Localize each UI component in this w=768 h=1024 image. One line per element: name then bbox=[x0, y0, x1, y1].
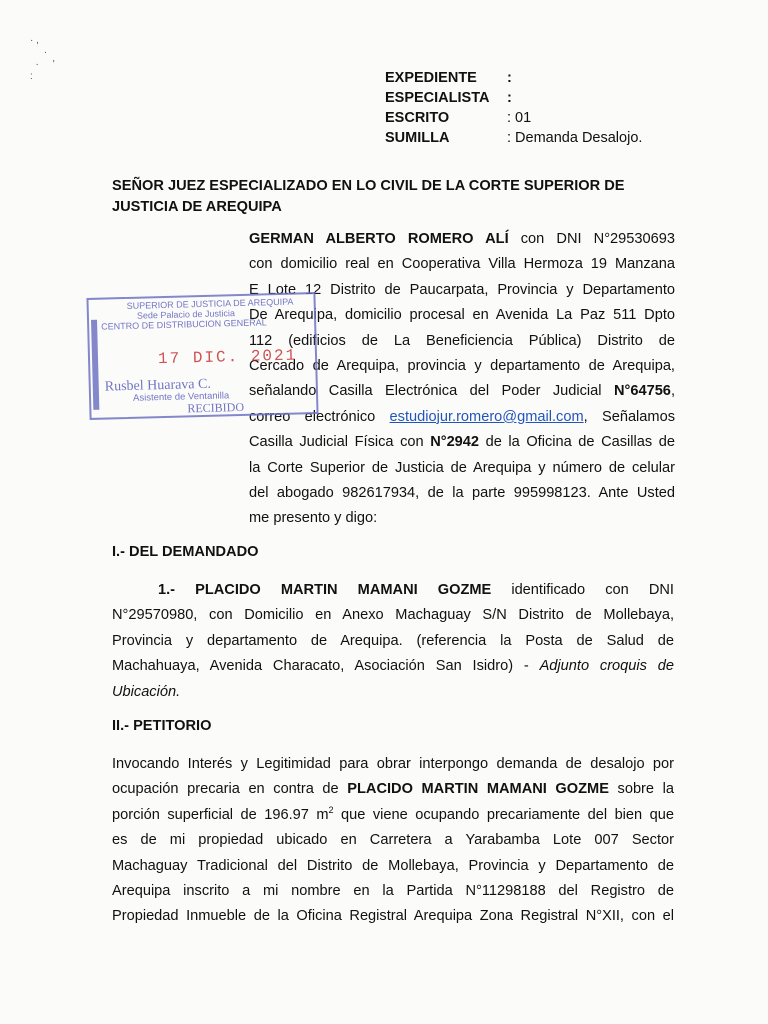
stamp-date: 17 DIC. 2021 bbox=[157, 346, 298, 369]
intro-paragraph: GERMAN ALBERTO ROMERO ALÍ con DNI N°29530693 con domicilio real en Cooperativa Villa Hermoza 19 Manzana E Lote 12 Distrito de Paucarpata, Provincia y Departamento De Arequipa, domicilio procesal en Avenida La Paz 511 Dpto 112 (edificios de La Beneficiencia Pública) Distrito de Cercado de Arequipa, provincia y departamento de Arequipa, señalando Casilla Electrónica del Poder Judicial N°64756, correo electrónico estudiojur.romero@gmail.com, Señalamos Casilla Judicial Física con N°2942 de la Oficina de Casillas de la Corte Superior de Justicia de Arequipa y número de celular del abogado 982617934, de la parte 995998123. Ante Usted me presento y digo: bbox=[249, 231, 675, 527]
header-row-expediente: EXPEDIENTE : bbox=[385, 70, 512, 86]
scan-specks: · , · · ' : bbox=[30, 35, 55, 82]
section-title-petitorio: II.- PETITORIO bbox=[112, 718, 212, 734]
header-row-escrito: ESCRITO : 01 bbox=[385, 110, 532, 126]
email-link[interactable]: estudiojur.romero@gmail.com bbox=[389, 408, 584, 425]
petitorio-paragraph: Invocando Interés y Legitimidad para obrar interpongo demanda de desalojo por ocupación precaria en contra de PLACIDO MARTIN MAMANI GOZME sobre la porción superficial de 196.97 $m^2$ que viene ocupando precariamente del bien que es de mi propiedad ubicado en Carretera a Yarabamba Lote 007 Sector Machaguay Tradicional del Distrito de Mollebaya, Provincia y Departamento de Arequipa inscrito a mi nombre en la Partida N°11298188 del Registro de Propiedad Inmueble de la Oficina Registral Arequipa Zona Registral N°XII, con el bbox=[112, 756, 674, 925]
reception-stamp: SUPERIOR DE JUSTICIA DE AREQUIPA Sede Palacio de Justicia CENTRO DE DISTRIBUCION GENERAL 17 DIC. 2021 Rusbel Huarava C. Asistente de Ventanilla RECIBIDO bbox=[86, 292, 318, 420]
header-row-especialista: ESPECIALISTA : bbox=[385, 90, 512, 106]
stamp-side-bar bbox=[91, 320, 99, 410]
case-header bbox=[385, 68, 642, 148]
header-row-sumilla: SUMILLA : Demanda Desalojo. bbox=[385, 130, 643, 146]
demandado-paragraph: 1.- PLACIDO MARTIN MAMANI GOZME identificado con DNI N°29570980, con Domicilio en Anexo Machaguay S/N Distrito de Mollebaya, Provincia y departamento de Arequipa. (referencia la Posta de Salud de Machahuaya, Avenida Characato, Asociación San Isidro) - Adjunto croquis de Ubicación. bbox=[112, 582, 674, 700]
section-title-demandado: I.- DEL DEMANDADO bbox=[112, 544, 259, 560]
addressee: SEÑOR JUEZ ESPECIALIZADO EN LO CIVIL DE LA CORTE SUPERIOR DE JUSTICIA DE AREQUIPA bbox=[112, 178, 625, 216]
